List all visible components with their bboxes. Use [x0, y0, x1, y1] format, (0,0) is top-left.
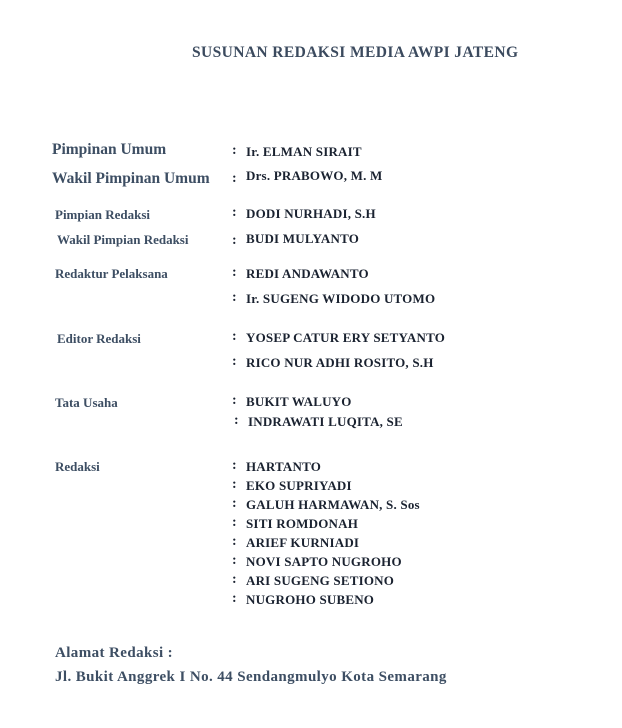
colon-separator: :: [232, 143, 237, 158]
role-name-wakil-pimpinan-umum: Drs. PRABOWO, M. M: [246, 168, 383, 183]
role-label-wakil-pimpian-redaksi: Wakil Pimpian Redaksi: [57, 232, 189, 247]
colon-separator: :: [232, 553, 237, 568]
colon-separator: :: [232, 515, 237, 530]
colon-separator: :: [232, 477, 237, 492]
role-name-redaksi-7: ARI SUGENG SETIONO: [246, 573, 395, 588]
address-line: Jl. Bukit Anggrek I No. 44 Sendangmulyo Kota Semarang: [55, 669, 447, 685]
colon-separator: :: [232, 265, 237, 280]
colon-separator: :: [232, 496, 237, 511]
role-name-tata-usaha-2: INDRAWATI LUQITA, SE: [248, 414, 403, 429]
role-name-editor-redaksi-2: RICO NUR ADHI ROSITO, S.H: [246, 355, 434, 370]
colon-separator: :: [232, 171, 237, 186]
page-title: SUSUNAN REDAKSI MEDIA AWPI JATENG: [192, 44, 519, 61]
colon-separator: :: [232, 458, 237, 473]
colon-separator: :: [232, 290, 237, 305]
colon-separator: :: [232, 591, 237, 606]
role-label-tata-usaha: Tata Usaha: [55, 395, 118, 410]
colon-separator: :: [232, 393, 237, 408]
role-name-redaksi-5: ARIEF KURNIADI: [246, 535, 360, 550]
role-name-redaksi-8: NUGROHO SUBENO: [246, 592, 375, 607]
role-name-redaksi-1: HARTANTO: [246, 459, 322, 474]
role-name-redaksi-3: GALUH HARMAWAN, S. Sos: [246, 497, 420, 512]
role-label-pimpian-redaksi: Pimpian Redaksi: [55, 207, 150, 222]
address-heading: Alamat Redaksi :: [55, 645, 174, 661]
role-name-wakil-pimpian-redaksi: BUDI MULYANTO: [246, 231, 360, 246]
role-name-redaksi-6: NOVI SAPTO NUGROHO: [246, 554, 402, 569]
role-label-wakil-pimpinan-umum: Wakil Pimpinan Umum: [52, 170, 210, 187]
colon-separator: :: [232, 354, 237, 369]
role-name-tata-usaha-1: BUKIT WALUYO: [246, 394, 352, 409]
role-name-editor-redaksi-1: YOSEP CATUR ERY SETYANTO: [246, 330, 446, 345]
colon-separator: :: [232, 205, 237, 220]
role-label-pimpinan-umum: Pimpinan Umum: [52, 141, 167, 158]
role-name-redaksi-2: EKO SUPRIYADI: [246, 478, 352, 493]
colon-separator: :: [232, 572, 237, 587]
colon-separator: :: [232, 233, 237, 248]
role-name-pimpian-redaksi: DODI NURHADI, S.H: [246, 206, 376, 221]
role-name-redaksi-4: SITI ROMDONAH: [246, 516, 359, 531]
role-label-redaksi: Redaksi: [55, 459, 100, 474]
role-name-redaktur-pelaksana-2: Ir. SUGENG WIDODO UTOMO: [246, 291, 436, 306]
role-name-redaktur-pelaksana-1: REDI ANDAWANTO: [246, 266, 369, 281]
role-name-pimpinan-umum: Ir. ELMAN SIRAIT: [246, 144, 362, 159]
role-label-redaktur-pelaksana: Redaktur Pelaksana: [55, 266, 168, 281]
role-label-editor-redaksi: Editor Redaksi: [57, 331, 141, 346]
colon-separator: :: [234, 413, 239, 428]
colon-separator: :: [232, 534, 237, 549]
colon-separator: :: [232, 329, 237, 344]
